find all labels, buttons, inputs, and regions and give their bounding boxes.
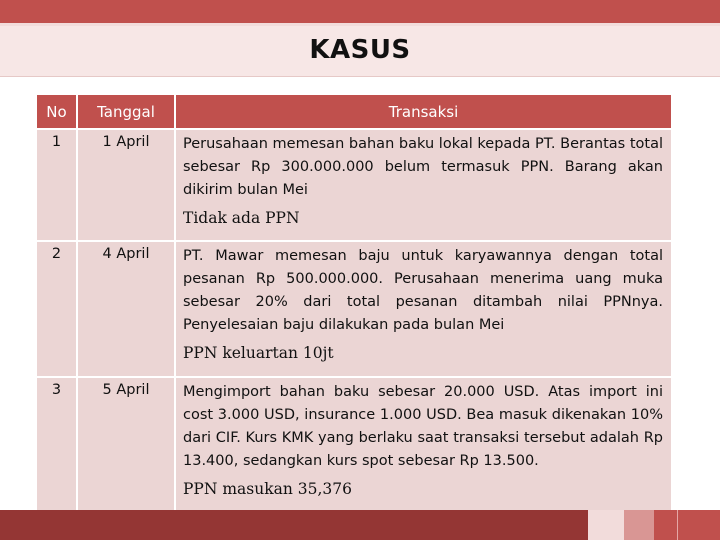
- row-number: 3: [37, 377, 77, 510]
- transaction-description: Mengimport bahan baku sebesar 20.000 USD. Atas import ini cost 3.000 USD, insurance 1.000 USD. Bea masuk dikenakan 10% dari CIF. Kurs KMK yang berlaku saat transaksi tersebut adalah Rp 13.400, sedangkan kurs spot sebesar Rp 13.500.: [183, 384, 663, 469]
- footer-block-accent: [654, 510, 666, 540]
- row-transaction: [175, 129, 671, 241]
- footer-block-mid: [624, 510, 654, 540]
- slide-title: KASUS: [309, 35, 411, 65]
- row-number: 1: [37, 129, 77, 241]
- transaction-description: Perusahaan memesan bahan baku lokal kepada PT. Berantas total sebesar Rp 300.000.000 belum termasuk PPN. Barang akan dikirim bulan Mei: [183, 136, 663, 198]
- transaction-answer: Tidak ada PPN: [183, 209, 300, 227]
- row-date: 4 April: [77, 241, 175, 377]
- footer-block-accent-wide: [666, 510, 720, 540]
- table-row: [37, 241, 671, 377]
- table-row: [37, 129, 671, 241]
- transaction-answer: PPN masukan 35,376: [183, 480, 353, 498]
- row-date: 1 April: [77, 129, 175, 241]
- table-row: [37, 377, 671, 510]
- row-date: 5 April: [77, 377, 175, 510]
- table-header-row: [37, 95, 671, 129]
- row-transaction: [175, 377, 671, 510]
- header-date: Tanggal: [77, 95, 175, 129]
- transaction-description: PT. Mawar memesan baju untuk karyawannya dengan total pesanan Rp 500.000.000. Perusahaan menerima uang muka sebesar 20% dari total pesanan ditambah nilai PPNnya. Penyelesaian baju dilakukan pada bulan Mei: [183, 248, 663, 333]
- row-number: 2: [37, 241, 77, 377]
- footer-divider-line: [677, 510, 678, 540]
- header-no: No: [37, 95, 77, 129]
- case-table: [37, 95, 671, 510]
- row-transaction: [175, 241, 671, 377]
- footer-block-light: [588, 510, 624, 540]
- top-accent-bar: [0, 0, 720, 26]
- transaction-answer: PPN keluartan 10jt: [183, 344, 334, 362]
- header-transaction: Transaksi: [175, 95, 671, 129]
